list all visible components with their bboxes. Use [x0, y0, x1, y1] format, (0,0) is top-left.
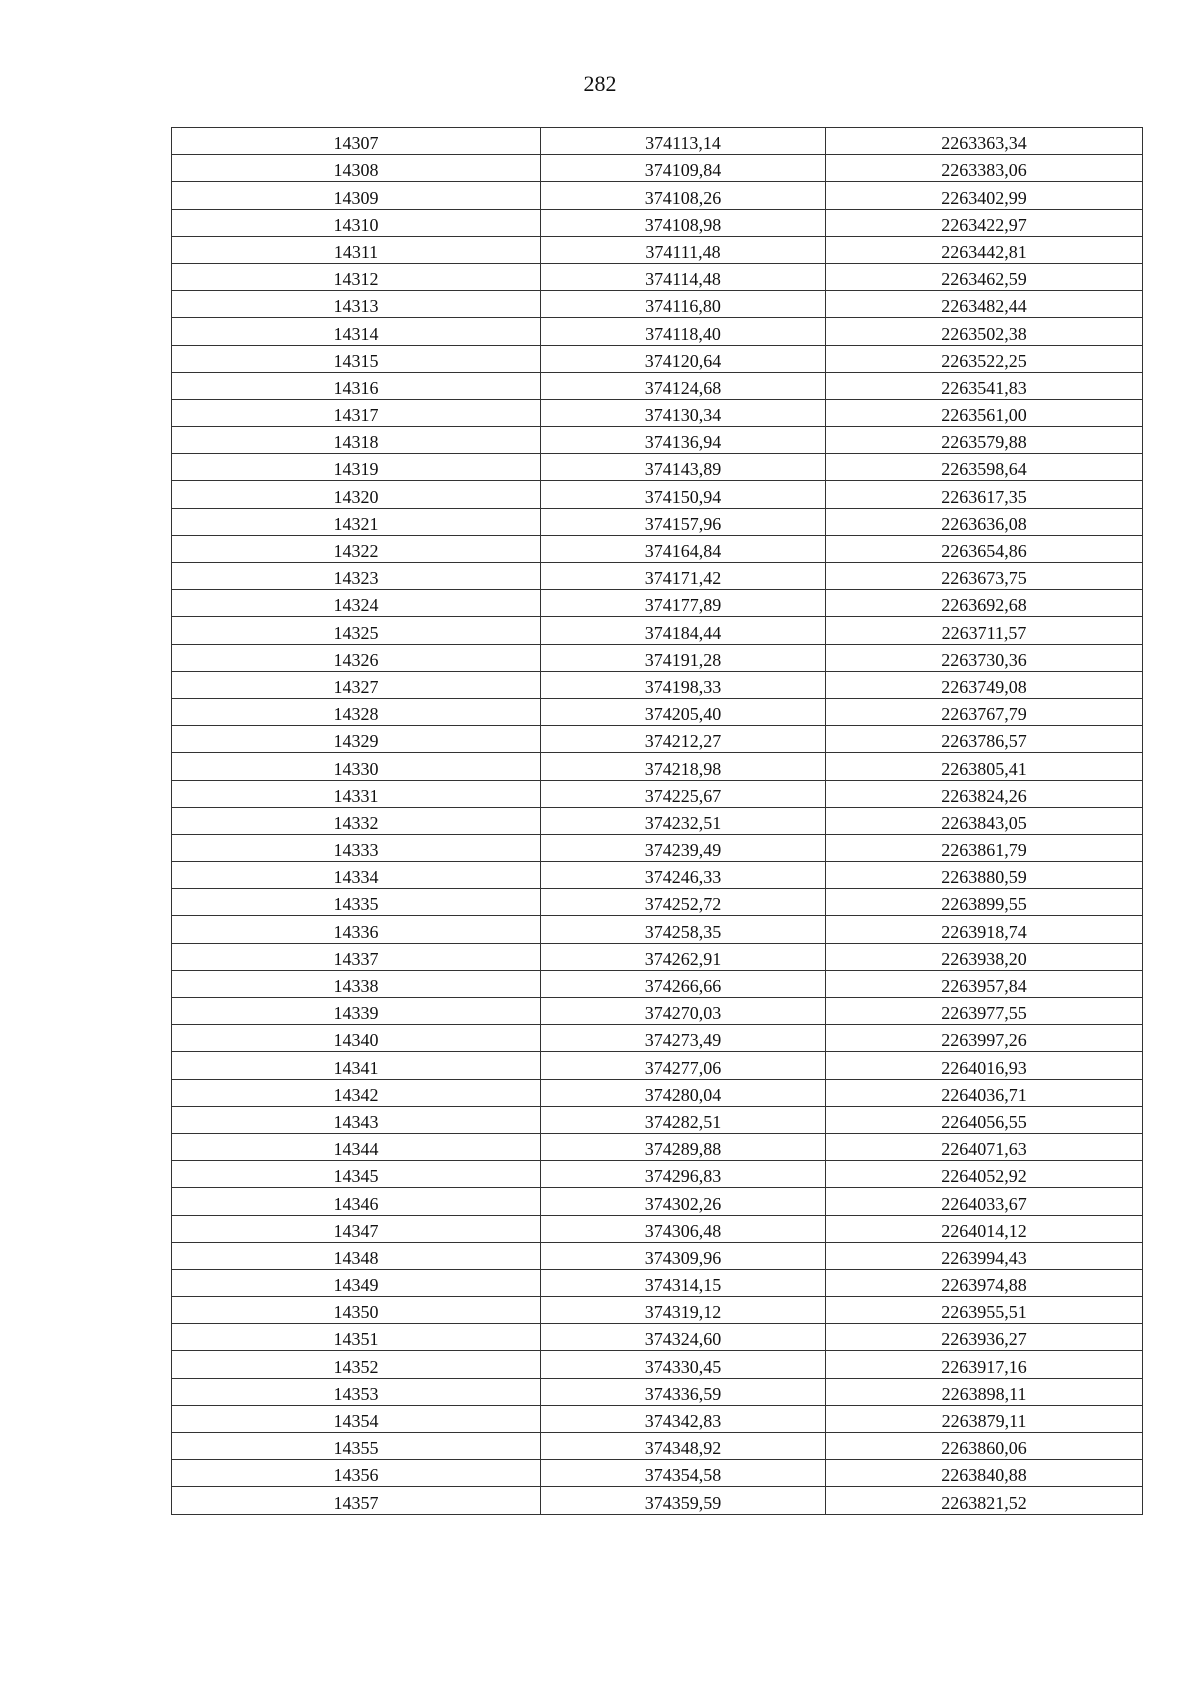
y-coordinate-cell: 2263821,52 [826, 1487, 1143, 1514]
y-coordinate-cell: 2263442,81 [826, 236, 1143, 263]
table-row [172, 1079, 1143, 1106]
x-coordinate-cell: 374191,28 [541, 644, 826, 671]
x-coordinate-cell: 374302,26 [541, 1188, 826, 1215]
point-number-cell: 14341 [172, 1052, 541, 1079]
y-coordinate-cell: 2263598,64 [826, 454, 1143, 481]
y-coordinate-cell: 2263977,55 [826, 998, 1143, 1025]
point-number-cell: 14338 [172, 970, 541, 997]
y-coordinate-cell: 2263860,06 [826, 1433, 1143, 1460]
x-coordinate-cell: 374309,96 [541, 1242, 826, 1269]
table-row [172, 454, 1143, 481]
point-number-cell: 14337 [172, 943, 541, 970]
y-coordinate-cell: 2263767,79 [826, 698, 1143, 725]
y-coordinate-cell: 2263786,57 [826, 726, 1143, 753]
x-coordinate-cell: 374232,51 [541, 807, 826, 834]
table-row [172, 644, 1143, 671]
x-coordinate-cell: 374296,83 [541, 1161, 826, 1188]
table-row [172, 345, 1143, 372]
point-number-cell: 14352 [172, 1351, 541, 1378]
x-coordinate-cell: 374266,66 [541, 970, 826, 997]
table-row [172, 1487, 1143, 1514]
x-coordinate-cell: 374157,96 [541, 508, 826, 535]
y-coordinate-cell: 2263974,88 [826, 1269, 1143, 1296]
x-coordinate-cell: 374164,84 [541, 535, 826, 562]
table-row [172, 753, 1143, 780]
point-number-cell: 14336 [172, 916, 541, 943]
point-number-cell: 14332 [172, 807, 541, 834]
table-row [172, 399, 1143, 426]
point-number-cell: 14343 [172, 1106, 541, 1133]
table-row [172, 726, 1143, 753]
x-coordinate-cell: 374184,44 [541, 617, 826, 644]
x-coordinate-cell: 374319,12 [541, 1297, 826, 1324]
y-coordinate-cell: 2263462,59 [826, 263, 1143, 290]
y-coordinate-cell: 2263502,38 [826, 318, 1143, 345]
x-coordinate-cell: 374198,33 [541, 671, 826, 698]
y-coordinate-cell: 2264056,55 [826, 1106, 1143, 1133]
table-row [172, 590, 1143, 617]
point-number-cell: 14355 [172, 1433, 541, 1460]
y-coordinate-cell: 2263880,59 [826, 862, 1143, 889]
x-coordinate-cell: 374354,58 [541, 1460, 826, 1487]
x-coordinate-cell: 374336,59 [541, 1378, 826, 1405]
y-coordinate-cell: 2263917,16 [826, 1351, 1143, 1378]
y-coordinate-cell: 2263636,08 [826, 508, 1143, 535]
y-coordinate-cell: 2263938,20 [826, 943, 1143, 970]
y-coordinate-cell: 2264014,12 [826, 1215, 1143, 1242]
x-coordinate-cell: 374114,48 [541, 263, 826, 290]
y-coordinate-cell: 2263561,00 [826, 399, 1143, 426]
point-number-cell: 14344 [172, 1133, 541, 1160]
x-coordinate-cell: 374205,40 [541, 698, 826, 725]
x-coordinate-cell: 374330,45 [541, 1351, 826, 1378]
point-number-cell: 14349 [172, 1269, 541, 1296]
table-row [172, 1378, 1143, 1405]
point-number-cell: 14348 [172, 1242, 541, 1269]
x-coordinate-cell: 374177,89 [541, 590, 826, 617]
table-row [172, 1188, 1143, 1215]
point-number-cell: 14339 [172, 998, 541, 1025]
y-coordinate-cell: 2264036,71 [826, 1079, 1143, 1106]
table-row [172, 291, 1143, 318]
table-row [172, 943, 1143, 970]
table-row [172, 1025, 1143, 1052]
point-number-cell: 14340 [172, 1025, 541, 1052]
table-row [172, 698, 1143, 725]
point-number-cell: 14311 [172, 236, 541, 263]
y-coordinate-cell: 2263402,99 [826, 182, 1143, 209]
x-coordinate-cell: 374273,49 [541, 1025, 826, 1052]
x-coordinate-cell: 374342,83 [541, 1405, 826, 1432]
y-coordinate-cell: 2263899,55 [826, 889, 1143, 916]
table-row [172, 834, 1143, 861]
y-coordinate-cell: 2263422,97 [826, 209, 1143, 236]
y-coordinate-cell: 2263711,57 [826, 617, 1143, 644]
x-coordinate-cell: 374324,60 [541, 1324, 826, 1351]
table-body [172, 128, 1143, 1515]
y-coordinate-cell: 2263936,27 [826, 1324, 1143, 1351]
table-row [172, 236, 1143, 263]
point-number-cell: 14354 [172, 1405, 541, 1432]
point-number-cell: 14334 [172, 862, 541, 889]
point-number-cell: 14307 [172, 128, 541, 155]
point-number-cell: 14356 [172, 1460, 541, 1487]
y-coordinate-cell: 2263383,06 [826, 155, 1143, 182]
point-number-cell: 14317 [172, 399, 541, 426]
point-number-cell: 14330 [172, 753, 541, 780]
table-row [172, 1324, 1143, 1351]
y-coordinate-cell: 2263541,83 [826, 372, 1143, 399]
y-coordinate-cell: 2263692,68 [826, 590, 1143, 617]
point-number-cell: 14353 [172, 1378, 541, 1405]
y-coordinate-cell: 2263997,26 [826, 1025, 1143, 1052]
table-row [172, 1215, 1143, 1242]
x-coordinate-cell: 374143,89 [541, 454, 826, 481]
table-row [172, 1297, 1143, 1324]
table-row [172, 1351, 1143, 1378]
point-number-cell: 14345 [172, 1161, 541, 1188]
y-coordinate-cell: 2263861,79 [826, 834, 1143, 861]
x-coordinate-cell: 374212,27 [541, 726, 826, 753]
point-number-cell: 14351 [172, 1324, 541, 1351]
point-number-cell: 14324 [172, 590, 541, 617]
table-row [172, 970, 1143, 997]
point-number-cell: 14308 [172, 155, 541, 182]
y-coordinate-cell: 2263824,26 [826, 780, 1143, 807]
table-row [172, 1106, 1143, 1133]
y-coordinate-cell: 2263955,51 [826, 1297, 1143, 1324]
table-row [172, 209, 1143, 236]
x-coordinate-cell: 374171,42 [541, 563, 826, 590]
x-coordinate-cell: 374113,14 [541, 128, 826, 155]
point-number-cell: 14329 [172, 726, 541, 753]
x-coordinate-cell: 374270,03 [541, 998, 826, 1025]
point-number-cell: 14327 [172, 671, 541, 698]
page-number: 282 [583, 71, 617, 96]
table-row [172, 1052, 1143, 1079]
table-row [172, 671, 1143, 698]
point-number-cell: 14309 [172, 182, 541, 209]
table-row [172, 128, 1143, 155]
point-number-cell: 14316 [172, 372, 541, 399]
point-number-cell: 14315 [172, 345, 541, 372]
table-row [172, 807, 1143, 834]
point-number-cell: 14314 [172, 318, 541, 345]
table-row [172, 889, 1143, 916]
table-row [172, 508, 1143, 535]
point-number-cell: 14313 [172, 291, 541, 318]
point-number-cell: 14346 [172, 1188, 541, 1215]
point-number-cell: 14357 [172, 1487, 541, 1514]
point-number-cell: 14319 [172, 454, 541, 481]
y-coordinate-cell: 2263749,08 [826, 671, 1143, 698]
table-row [172, 1433, 1143, 1460]
point-number-cell: 14312 [172, 263, 541, 290]
y-coordinate-cell: 2263957,84 [826, 970, 1143, 997]
table-row [172, 862, 1143, 889]
point-number-cell: 14323 [172, 563, 541, 590]
point-number-cell: 14318 [172, 427, 541, 454]
x-coordinate-cell: 374239,49 [541, 834, 826, 861]
y-coordinate-cell: 2263617,35 [826, 481, 1143, 508]
y-coordinate-cell: 2264071,63 [826, 1133, 1143, 1160]
x-coordinate-cell: 374280,04 [541, 1079, 826, 1106]
table-row [172, 1161, 1143, 1188]
point-number-cell: 14310 [172, 209, 541, 236]
x-coordinate-cell: 374218,98 [541, 753, 826, 780]
point-number-cell: 14342 [172, 1079, 541, 1106]
x-coordinate-cell: 374116,80 [541, 291, 826, 318]
x-coordinate-cell: 374150,94 [541, 481, 826, 508]
x-coordinate-cell: 374111,48 [541, 236, 826, 263]
y-coordinate-cell: 2264052,92 [826, 1161, 1143, 1188]
y-coordinate-cell: 2264033,67 [826, 1188, 1143, 1215]
x-coordinate-cell: 374118,40 [541, 318, 826, 345]
table-row [172, 535, 1143, 562]
coordinates-table [171, 127, 1143, 1515]
point-number-cell: 14321 [172, 508, 541, 535]
x-coordinate-cell: 374252,72 [541, 889, 826, 916]
y-coordinate-cell: 2263805,41 [826, 753, 1143, 780]
y-coordinate-cell: 2263673,75 [826, 563, 1143, 590]
x-coordinate-cell: 374130,34 [541, 399, 826, 426]
x-coordinate-cell: 374359,59 [541, 1487, 826, 1514]
y-coordinate-cell: 2263579,88 [826, 427, 1143, 454]
table-row [172, 916, 1143, 943]
y-coordinate-cell: 2263482,44 [826, 291, 1143, 318]
x-coordinate-cell: 374282,51 [541, 1106, 826, 1133]
table-row [172, 780, 1143, 807]
y-coordinate-cell: 2264016,93 [826, 1052, 1143, 1079]
table-row [172, 1460, 1143, 1487]
y-coordinate-cell: 2263840,88 [826, 1460, 1143, 1487]
table-row [172, 998, 1143, 1025]
x-coordinate-cell: 374109,84 [541, 155, 826, 182]
point-number-cell: 14350 [172, 1297, 541, 1324]
table-row [172, 155, 1143, 182]
point-number-cell: 14326 [172, 644, 541, 671]
table-row [172, 263, 1143, 290]
x-coordinate-cell: 374108,26 [541, 182, 826, 209]
x-coordinate-cell: 374124,68 [541, 372, 826, 399]
x-coordinate-cell: 374262,91 [541, 943, 826, 970]
y-coordinate-cell: 2263843,05 [826, 807, 1143, 834]
table-row [172, 563, 1143, 590]
point-number-cell: 14322 [172, 535, 541, 562]
table-row [172, 481, 1143, 508]
x-coordinate-cell: 374277,06 [541, 1052, 826, 1079]
x-coordinate-cell: 374314,15 [541, 1269, 826, 1296]
y-coordinate-cell: 2263918,74 [826, 916, 1143, 943]
x-coordinate-cell: 374348,92 [541, 1433, 826, 1460]
y-coordinate-cell: 2263522,25 [826, 345, 1143, 372]
table-row [172, 427, 1143, 454]
table-row [172, 1269, 1143, 1296]
point-number-cell: 14331 [172, 780, 541, 807]
y-coordinate-cell: 2263898,11 [826, 1378, 1143, 1405]
y-coordinate-cell: 2263994,43 [826, 1242, 1143, 1269]
x-coordinate-cell: 374225,67 [541, 780, 826, 807]
table-row [172, 372, 1143, 399]
table-row [172, 1242, 1143, 1269]
point-number-cell: 14328 [172, 698, 541, 725]
table-row [172, 182, 1143, 209]
point-number-cell: 14347 [172, 1215, 541, 1242]
x-coordinate-cell: 374120,64 [541, 345, 826, 372]
point-number-cell: 14320 [172, 481, 541, 508]
point-number-cell: 14333 [172, 834, 541, 861]
point-number-cell: 14335 [172, 889, 541, 916]
y-coordinate-cell: 2263363,34 [826, 128, 1143, 155]
x-coordinate-cell: 374136,94 [541, 427, 826, 454]
y-coordinate-cell: 2263654,86 [826, 535, 1143, 562]
table-row [172, 1133, 1143, 1160]
x-coordinate-cell: 374246,33 [541, 862, 826, 889]
y-coordinate-cell: 2263879,11 [826, 1405, 1143, 1432]
table-row [172, 617, 1143, 644]
x-coordinate-cell: 374289,88 [541, 1133, 826, 1160]
x-coordinate-cell: 374306,48 [541, 1215, 826, 1242]
table-row [172, 1405, 1143, 1432]
x-coordinate-cell: 374108,98 [541, 209, 826, 236]
point-number-cell: 14325 [172, 617, 541, 644]
y-coordinate-cell: 2263730,36 [826, 644, 1143, 671]
x-coordinate-cell: 374258,35 [541, 916, 826, 943]
table-row [172, 318, 1143, 345]
